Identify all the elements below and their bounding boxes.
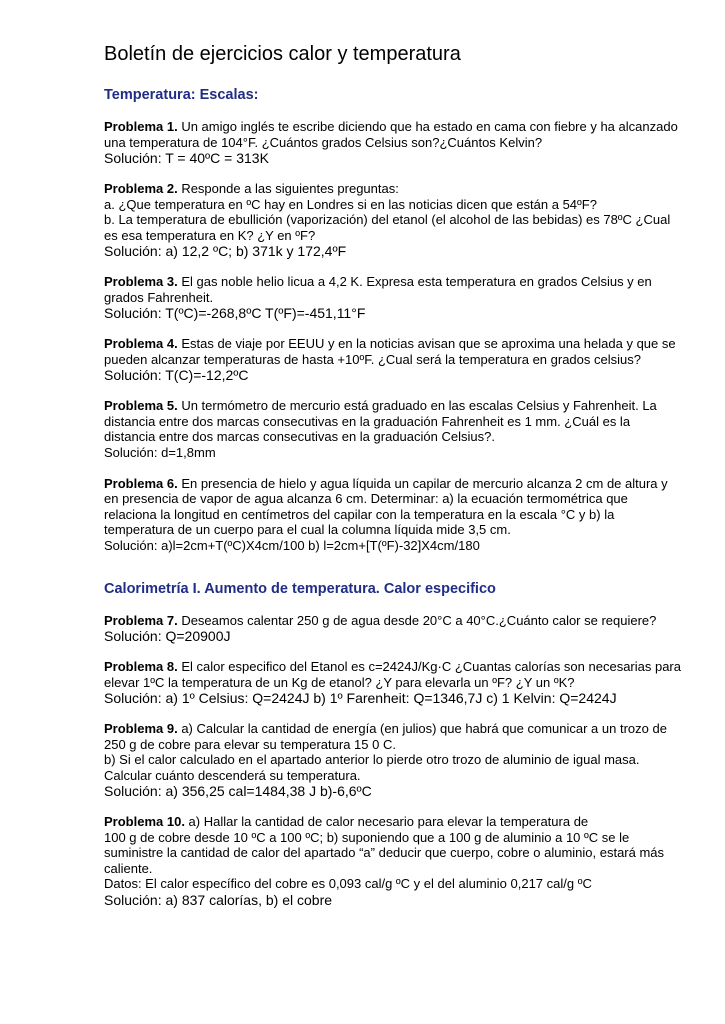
problem-label: Problema 9. xyxy=(104,721,178,736)
problem-text xyxy=(104,336,684,367)
problem-text xyxy=(104,659,684,690)
problem-statement: a. ¿Que temperatura en ºC hay en Londres si en las noticias dicen que están a 54ºF? xyxy=(104,196,597,212)
problem-label: Problema 2. xyxy=(104,181,178,196)
problem-text xyxy=(104,181,684,197)
document-page xyxy=(104,40,684,923)
section-heading: Calorimetría I. Aumento de temperatura. Calor especifico xyxy=(104,580,496,597)
problem-statement: Datos: El calor específico del cobre es 0,093 cal/g ºC y el del aluminio 0,217 cal/g ºC xyxy=(104,876,592,891)
problem-solution: Solución: a)l=2cm+T(ºC)X4cm/100 b) l=2cm+[T(ºF)-32]X4cm/180 xyxy=(104,537,480,553)
problem-solution: Solución: T = 40ºC = 313K xyxy=(104,150,269,166)
problem-solution: Solución: a) 1º Celsius: Q=2424J b) 1º Farenheit: Q=1346,7J c) 1 Kelvin: Q=2424J xyxy=(104,690,617,706)
problem-statement: El calor especifico del Etanol es c=2424J/Kg·C ¿Cuantas calorías son necesarias para elevar 1ºC la temperatura de un Kg de etanol? ¿Y para elevarla un ºF? ¿Y un ºK? xyxy=(104,659,681,690)
problem-block xyxy=(104,181,684,259)
problem-text xyxy=(104,119,684,150)
problem-statement: Responde a las siguientes preguntas: xyxy=(177,181,399,196)
problem-block xyxy=(104,336,684,383)
problem-text xyxy=(104,476,684,538)
problem-label: Problema 6. xyxy=(104,475,178,491)
problem-label: Problema 8. xyxy=(104,659,178,674)
problem-statement: b. La temperatura de ebullición (vaporización) del etanol (el alcohol de las bebidas) es 78ºC ¿Cual es esa temperatura en K? ¿Y en ºF? xyxy=(104,212,671,243)
problem-statement: El gas noble helio licua a 4,2 K. Expresa esta temperatura en grados Celsius y en grados Fahrenheit. xyxy=(104,274,652,305)
problem-solution: Solución: a) 356,25 cal=1484,38 J b)-6,6ºC xyxy=(104,783,372,799)
problem-block xyxy=(104,613,684,645)
problem-text xyxy=(104,830,684,877)
problem-statement: b) Si el calor calculado en el apartado anterior lo pierde otro trozo de aluminio de igual masa. Calcular cuánto descenderá su temperatura. xyxy=(104,752,640,783)
problem-text xyxy=(104,752,684,783)
problem-label: Problema 1. xyxy=(104,119,178,134)
problem-statement: 100 g de cobre desde 10 ºC a 100 ºC; b) suponiendo que a 100 g de aluminio a 10 ºC se le suministre la cantidad de calor del apartado “a” deducir que cuerpo, cobre o aluminio, estará más caliente. xyxy=(104,829,665,876)
problem-statement: Un termómetro de mercurio está graduado en las escalas Celsius y Fahrenheit. La distancia entre dos marcas consecutivas en la graduación Fahrenheit es 1 mm. ¿Cuál es la distancia entre dos marcas consecutivas en la graduación Celsius?. xyxy=(104,398,657,444)
document-body xyxy=(104,85,684,908)
problem-statement: Deseamos calentar 250 g de agua desde 20°C a 40°C.¿Cuánto calor se requiere? xyxy=(177,612,657,628)
problem-solution: Solución: a) 837 calorías, b) el cobre xyxy=(104,891,333,908)
problem-solution: Solución: T(ºC)=-268,8ºC T(ºF)=-451,11°F xyxy=(104,305,366,321)
problem-text xyxy=(104,398,684,445)
problem-text xyxy=(104,814,684,830)
section-heading: Temperatura: Escalas: xyxy=(104,87,259,103)
section-spacer xyxy=(104,569,684,575)
problem-block xyxy=(104,721,684,799)
problem-label: Problema 7. xyxy=(104,612,178,628)
problem-solution: Solución: d=1,8mm xyxy=(104,444,216,460)
problem-text xyxy=(104,212,684,243)
problem-block xyxy=(104,659,684,706)
problem-label: Problema 5. xyxy=(104,398,178,413)
problem-text xyxy=(104,613,684,629)
problem-statement: Un amigo inglés te escribe diciendo que ha estado en cama con fiebre y ha alcanzado una temperatura de 104°F. ¿Cuántos grados Celsius son?¿Cuántos Kelvin? xyxy=(104,119,678,150)
problem-block xyxy=(104,476,684,554)
problem-solution: Solución: Q=20900J xyxy=(104,628,231,644)
problem-statement: En presencia de hielo y agua líquida un capilar de mercurio alcanza 2 cm de altura y en presencia de vapor de agua alcanza 6 cm. Determinar: a) la ecuación termométrica que relaciona la longitud en centímetros del capilar con la temperatura en la escala °C y b) la temperatura de un cuerpo para el cual la columna líquida mide 3,5 cm. xyxy=(104,475,668,537)
problem-statement: a) Calcular la cantidad de energía (en julios) que habrá que comunicar a un trozo de 250 g de cobre para elevar su temperatura 15 0 C. xyxy=(104,721,667,752)
problem-label: Problema 10. xyxy=(104,814,185,829)
problem-block xyxy=(104,814,684,908)
problem-statement: Estas de viaje por EEUU y en la noticias avisan que se aproxima una helada y que se pueden alcanzar temperaturas de hasta +10ºF. ¿Cual será la temperatura en grados celsius? xyxy=(104,336,676,367)
problem-block xyxy=(104,274,684,321)
document-title: Boletín de ejercicios calor y temperatura xyxy=(104,43,461,65)
problem-text xyxy=(104,876,684,892)
problem-solution: Solución: a) 12,2 ºC; b) 371k y 172,4ºF xyxy=(104,243,347,259)
problem-label: Problema 4. xyxy=(104,336,178,351)
problem-solution: Solución: T(C)=-12,2ºC xyxy=(104,367,249,383)
problem-block xyxy=(104,119,684,166)
problem-text xyxy=(104,197,684,213)
problem-block xyxy=(104,398,684,461)
problem-text xyxy=(104,721,684,752)
problem-label: Problema 3. xyxy=(104,274,178,289)
problem-text xyxy=(104,274,684,305)
problem-statement: a) Hallar la cantidad de calor necesario para elevar la temperatura de xyxy=(184,814,589,829)
